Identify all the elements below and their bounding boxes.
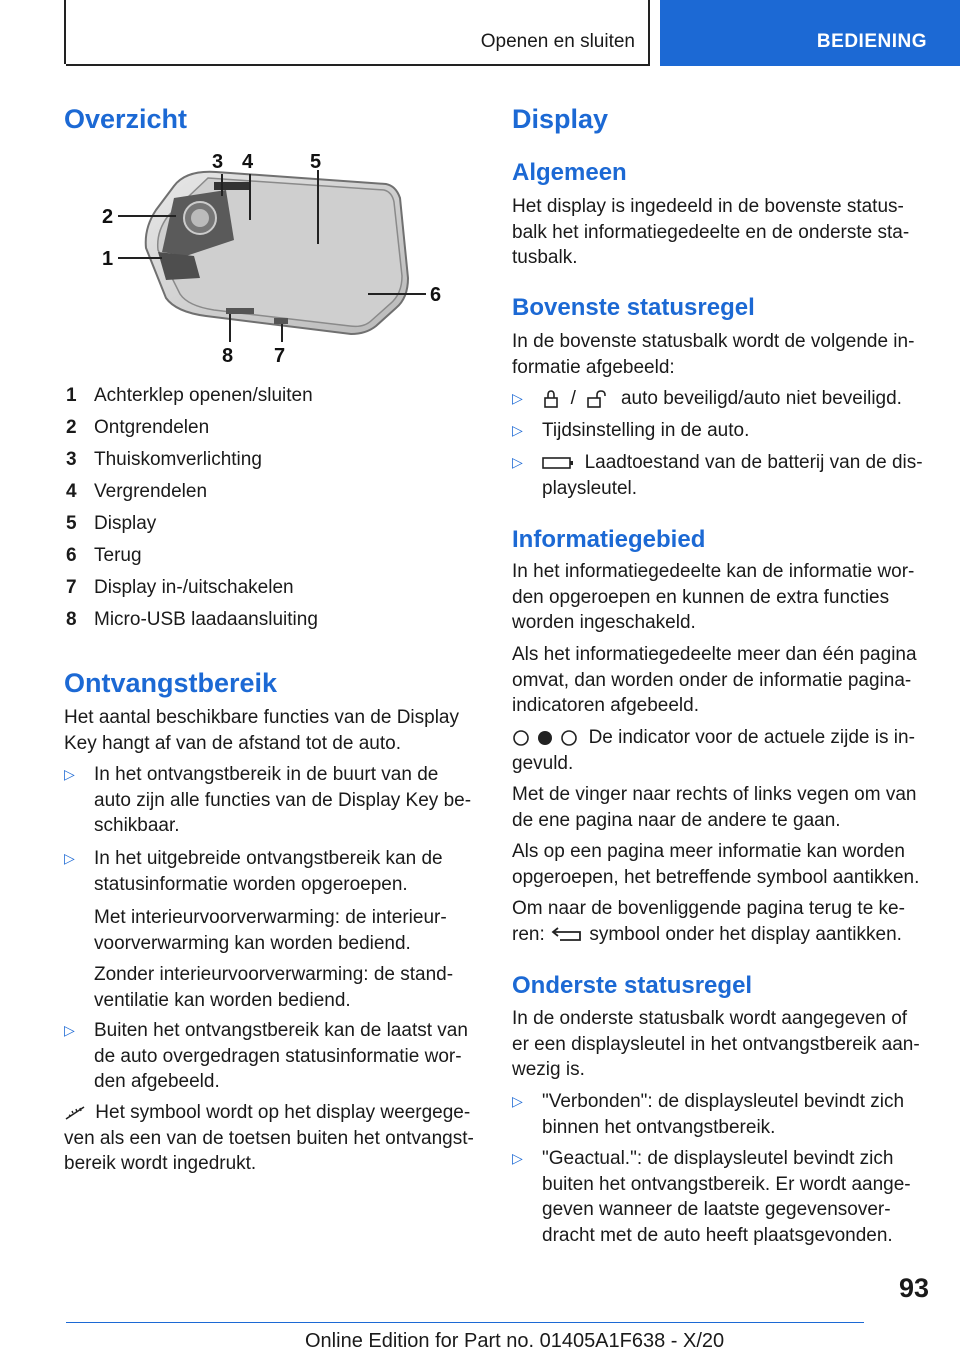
display-key-figure bbox=[96, 148, 456, 372]
callout-8: 8 bbox=[222, 345, 234, 367]
text-line: auto zijn alle functies van de Display Key be- bbox=[94, 789, 472, 811]
footer-rule bbox=[66, 1322, 864, 1323]
header-bottom-rule bbox=[66, 64, 650, 66]
list-label: Terug bbox=[94, 545, 142, 566]
bullet-triangle-icon: ▷ bbox=[64, 850, 75, 866]
text-line: Zonder interieurvoorverwarming: de stand- bbox=[94, 964, 454, 985]
key-side-button bbox=[274, 318, 288, 324]
list-item bbox=[66, 540, 466, 572]
overview-title: Overzicht bbox=[64, 104, 188, 134]
text-line: symbool onder het display aantikken. bbox=[589, 923, 902, 945]
text-line: de ene pagina naar de andere te gaan. bbox=[512, 809, 841, 831]
list-num: 1 bbox=[66, 385, 77, 406]
callout-4: 4 bbox=[242, 151, 254, 173]
text-line: "Verbonden": de displaysleutel bevindt zich bbox=[542, 1091, 905, 1112]
text-line: omvat, dan worden onder de informatie pagina- bbox=[512, 669, 912, 691]
text-line: Als op een pagina meer informatie kan worden bbox=[512, 841, 905, 862]
header-chapter-label: BEDIENING bbox=[816, 31, 927, 52]
text-line: In de onderste statusbalk wordt aangegeven of bbox=[512, 1008, 908, 1029]
text-line: formatie afgebeeld: bbox=[512, 356, 675, 378]
text-line: In het uitgebreide ontvangstbereik kan de bbox=[94, 848, 443, 869]
text-line: In het informatiegedeelte kan de informatie wor- bbox=[512, 561, 915, 582]
bottom-status-text bbox=[512, 1006, 932, 1083]
bottom-bullet-updated bbox=[512, 1146, 932, 1248]
text-line: gevuld. bbox=[512, 752, 574, 774]
text-line: Key hangt af van de afstand tot de auto. bbox=[64, 732, 401, 754]
top-bullet-battery bbox=[512, 450, 932, 501]
range-sub-2 bbox=[94, 962, 494, 1013]
text-line: schikbaar. bbox=[94, 815, 180, 836]
callout-2: 2 bbox=[102, 206, 114, 228]
list-item bbox=[66, 508, 466, 540]
text-line: binnen het ontvangstbereik. bbox=[542, 1116, 776, 1138]
overview-list bbox=[66, 380, 466, 636]
top-status-title: Bovenste statusregel bbox=[512, 294, 755, 321]
text-line: ren: bbox=[512, 923, 545, 945]
general-title: Algemeen bbox=[512, 159, 627, 186]
range-sub-1 bbox=[94, 905, 494, 956]
text-line: Het symbool wordt op het display weergege- bbox=[95, 1102, 471, 1123]
text-line: den afgebeeld. bbox=[94, 1071, 220, 1092]
callout-1: 1 bbox=[102, 248, 114, 270]
text-line: wezig is. bbox=[512, 1059, 585, 1080]
info-p5 bbox=[512, 839, 932, 890]
info-p4 bbox=[512, 782, 932, 833]
callout-5: 5 bbox=[310, 151, 322, 173]
back-icon bbox=[550, 926, 584, 942]
text-line: dracht met de auto heeft plaatsgevonden. bbox=[542, 1224, 893, 1246]
text-line: geven wanneer de laatste gegevensover- bbox=[542, 1199, 891, 1220]
info-p3 bbox=[512, 725, 932, 776]
text-line: Het display is ingedeeld in de bovenste status- bbox=[512, 196, 904, 217]
callout-3: 3 bbox=[212, 151, 224, 173]
text-line: Het aantal beschikbare functies van de Display bbox=[64, 707, 460, 728]
list-label: Micro-USB laadaansluiting bbox=[94, 609, 318, 630]
bullet-triangle-icon: ▷ bbox=[64, 1022, 75, 1038]
text-line: Met de vinger naar rechts of links vegen om van bbox=[512, 784, 917, 805]
text-line: In de bovenste statusbalk wordt de volgende in- bbox=[512, 331, 915, 352]
general-text bbox=[512, 194, 932, 271]
bottom-bullet-connected bbox=[512, 1089, 932, 1140]
text-line: playsleutel. bbox=[542, 477, 638, 499]
text-line: Om naar de bovenliggende pagina terug te ke- bbox=[512, 898, 905, 919]
top-status-text bbox=[512, 329, 932, 380]
list-num: 3 bbox=[66, 449, 77, 470]
text-line: Buiten het ontvangstbereik kan de laatst van bbox=[94, 1020, 468, 1041]
page-indicator-icon bbox=[512, 729, 578, 747]
lock-icon bbox=[542, 389, 560, 409]
key-light-button bbox=[214, 182, 250, 190]
list-item bbox=[66, 412, 466, 444]
text-line: indicatoren afgebeeld. bbox=[512, 695, 699, 716]
list-item bbox=[66, 380, 466, 412]
range-title: Ontvangstbereik bbox=[64, 668, 278, 698]
text-line: auto beveiligd/auto niet beveiligd. bbox=[620, 388, 902, 409]
bullet-triangle-icon: ▷ bbox=[512, 390, 523, 406]
range-bullet-3 bbox=[64, 1018, 484, 1095]
info-p1 bbox=[512, 559, 932, 636]
out-of-range-icon bbox=[64, 1105, 90, 1121]
list-label: Vergrendelen bbox=[94, 481, 208, 502]
text-line: De indicator voor de actuele zijde is in- bbox=[588, 727, 915, 748]
header-left-rule bbox=[64, 0, 66, 64]
text-line: den opgeroepen en kunnen de extra functies bbox=[512, 586, 890, 608]
text-line: In het ontvangstbereik in de buurt van de bbox=[94, 764, 439, 785]
text-line: opgeroepen, het betreffende symbool aantikken. bbox=[512, 866, 920, 888]
text-line: Als het informatiegedeelte meer dan één pagina bbox=[512, 644, 917, 665]
page-number: 93 bbox=[898, 1273, 929, 1303]
text-line: worden ingeschakeld. bbox=[512, 612, 696, 633]
info-p2 bbox=[512, 642, 932, 719]
text-line: statusinformatie worden opgeroepen. bbox=[94, 873, 408, 895]
bottom-status-title: Onderste statusregel bbox=[512, 972, 753, 999]
range-note bbox=[64, 1100, 484, 1177]
key-usb-port bbox=[226, 308, 254, 314]
list-label: Thuiskomverlichting bbox=[94, 449, 262, 470]
text-line: er een displaysleutel in het ontvangstbereik aan- bbox=[512, 1033, 920, 1055]
icon-separator: / bbox=[570, 388, 576, 409]
text-line: balk het informatiegedeelte en de onderste sta- bbox=[512, 221, 910, 243]
text-line: tusbalk. bbox=[512, 247, 578, 268]
list-num: 8 bbox=[66, 609, 77, 630]
bullet-triangle-icon: ▷ bbox=[512, 1150, 523, 1166]
range-intro bbox=[64, 705, 484, 756]
top-bullet-time bbox=[512, 418, 932, 444]
list-num: 6 bbox=[66, 545, 77, 566]
header-chapter-tab[interactable] bbox=[660, 0, 960, 66]
list-item bbox=[66, 604, 466, 636]
list-item bbox=[66, 572, 466, 604]
header-mid-rule bbox=[648, 0, 650, 64]
list-label: Display bbox=[94, 513, 157, 534]
text-line: Tijdsinstelling in de auto. bbox=[542, 420, 750, 441]
text-line: Met interieurvoorverwarming: de interieur- bbox=[94, 907, 447, 928]
header-section-title: Openen en sluiten bbox=[480, 31, 635, 52]
list-label: Achterklep openen/sluiten bbox=[94, 385, 313, 406]
list-num: 4 bbox=[66, 481, 77, 502]
text-line: ven als een van de toetsen buiten het ontvangst- bbox=[64, 1127, 474, 1149]
top-bullet-lock bbox=[512, 386, 932, 412]
text-line: "Geactual.": de displaysleutel bevindt zich bbox=[542, 1148, 894, 1169]
callout-7: 7 bbox=[274, 345, 286, 367]
bullet-triangle-icon: ▷ bbox=[512, 422, 523, 438]
range-bullet-2 bbox=[64, 846, 484, 897]
bullet-triangle-icon: ▷ bbox=[64, 766, 75, 782]
text-line: bereik wordt ingedrukt. bbox=[64, 1153, 257, 1174]
info-p6 bbox=[512, 896, 932, 947]
text-line: buiten het ontvangstbereik. Er wordt aange- bbox=[542, 1173, 911, 1195]
bullet-triangle-icon: ▷ bbox=[512, 454, 523, 470]
list-label: Display in-/uitschakelen bbox=[94, 577, 294, 598]
text-line: ventilatie kan worden bediend. bbox=[94, 989, 351, 1011]
text-line: voorverwarming kan worden bediend. bbox=[94, 932, 411, 954]
list-label: Ontgrendelen bbox=[94, 417, 210, 438]
battery-icon bbox=[542, 456, 574, 470]
callout-6: 6 bbox=[430, 284, 442, 306]
display-title: Display bbox=[512, 104, 609, 134]
text-line: de auto overgedragen statusinformatie wor- bbox=[94, 1045, 462, 1067]
list-num: 7 bbox=[66, 577, 77, 598]
list-item bbox=[66, 476, 466, 508]
key-logo-inner bbox=[191, 209, 209, 227]
range-bullet-1 bbox=[64, 762, 484, 839]
text-line: Laadtoestand van de batterij van de dis- bbox=[584, 452, 923, 473]
footer-edition: Online Edition for Part no. 01405A1F638 - X/20 bbox=[305, 1330, 725, 1352]
list-num: 5 bbox=[66, 513, 77, 534]
bullet-triangle-icon: ▷ bbox=[512, 1093, 523, 1109]
info-title: Informatiegebied bbox=[512, 526, 706, 553]
unlock-icon bbox=[586, 389, 610, 409]
list-num: 2 bbox=[66, 417, 77, 438]
list-item bbox=[66, 444, 466, 476]
